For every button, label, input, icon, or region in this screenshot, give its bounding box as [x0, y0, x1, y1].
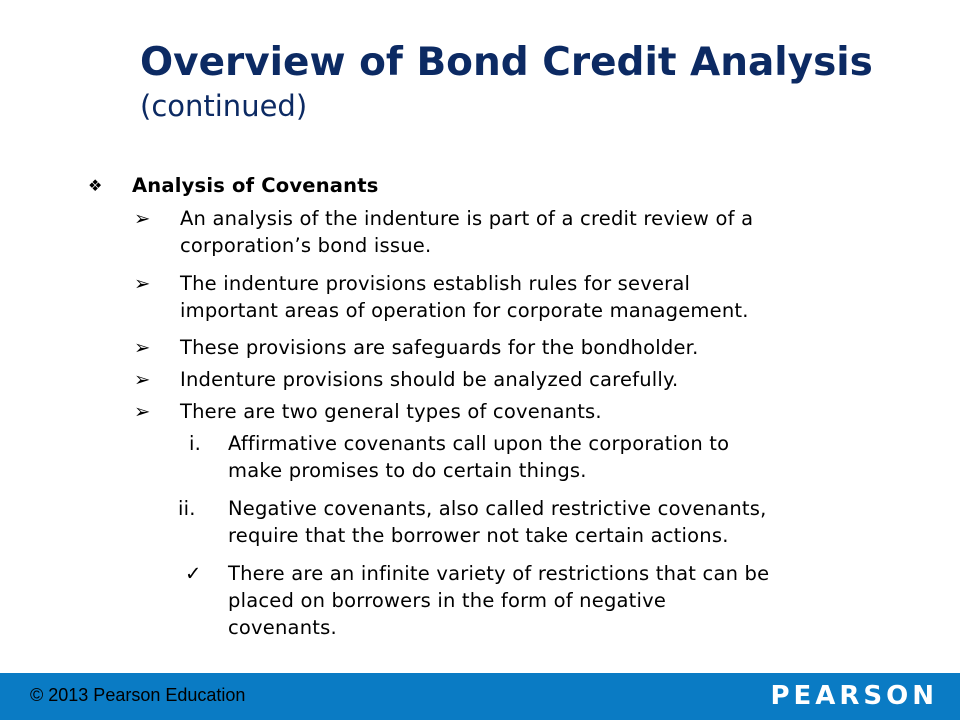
list-item-line: The indenture provisions establish rules for several — [180, 272, 691, 295]
copyright-text: © 2013 Pearson Education — [30, 685, 246, 705]
list-item-line: There are two general types of covenants. — [180, 400, 602, 423]
arrow-bullet-icon: ➢ — [134, 207, 151, 230]
sub-list-item-line: covenants. — [228, 616, 337, 639]
list-item-line: These provisions are safeguards for the bondholder. — [180, 336, 699, 359]
sub-list-item-line: Negative covenants, also called restrictive covenants, — [228, 497, 767, 520]
arrow-bullet-icon: ➢ — [134, 400, 151, 423]
list-item-line: important areas of operation for corporate management. — [180, 299, 749, 322]
roman-numeral-marker: i. — [189, 432, 202, 455]
arrow-bullet-icon: ➢ — [134, 272, 151, 295]
checkmark-icon: ✓ — [185, 562, 202, 585]
diamond-bullet-icon: ❖ — [88, 176, 103, 195]
arrow-bullet-icon: ➢ — [134, 368, 151, 391]
footer-bar — [0, 673, 960, 720]
list-item-line: An analysis of the indenture is part of a credit review of a — [180, 207, 754, 230]
pearson-logo: PEARSON — [770, 681, 938, 711]
sub-list-item-line: placed on borrowers in the form of negative — [228, 589, 667, 612]
sub-list-item-line: There are an infinite variety of restrictions that can be — [228, 562, 770, 585]
sub-list-item-line: Affirmative covenants call upon the corporation to — [228, 432, 730, 455]
list-item-line: Indenture provisions should be analyzed carefully. — [180, 368, 679, 391]
slide-subtitle: (continued) — [140, 89, 308, 123]
section-heading-text: Analysis of Covenants — [132, 174, 379, 197]
arrow-bullet-icon: ➢ — [134, 336, 151, 359]
roman-numeral-marker: ii. — [178, 497, 196, 520]
slide-title: Overview of Bond Credit Analysis — [140, 40, 873, 85]
list-item-line: corporation’s bond issue. — [180, 234, 432, 257]
sub-list-item-line: require that the borrower not take certain actions. — [228, 524, 729, 547]
sub-list-item-line: make promises to do certain things. — [228, 459, 587, 482]
